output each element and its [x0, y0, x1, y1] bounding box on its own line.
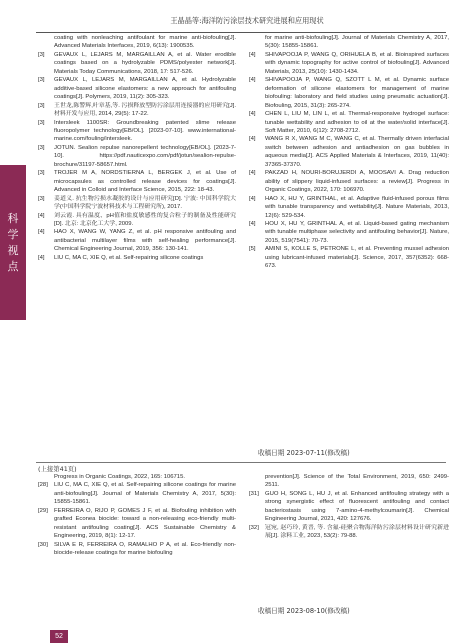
reference-text: 刘云霞. 具有温度、pH值和盐度敏感性的复合粒子的制备及性能研究[D]. 北京: 北京化工大学, 2009.: [54, 212, 236, 227]
reference-text: LIU C, MA C, XIE Q, et al. Self-repairing silicone coatings for marine anti-biofouling[J]. Journal of Materials Chemistry A, 2017, 5(30): 15855-15861.: [54, 482, 236, 506]
reference-entry: [38, 228, 236, 253]
reference-column-3: [38, 473, 236, 558]
continued-from-label: (上接第41页): [38, 465, 77, 473]
reference-entry: [38, 507, 236, 541]
reference-number: [3]: [38, 51, 45, 58]
reference-number: [4]: [249, 136, 256, 143]
reference-number: [3]: [38, 119, 45, 126]
reference-entry: [38, 34, 236, 51]
reference-text: CHEN L, LIU M, LIN L, et al. Thermal-responsive hydrogel surface: tunable wettability and adhesion to oil at the water/solid interface[J]. Soft Matter, 2010, 6(12): 2708-2712.: [265, 111, 449, 134]
reference-text: for marine anti-biofouling[J]. Journal of Materials Chemistry A, 2017, 5(30): 15855-15861.: [265, 35, 449, 50]
reference-text: Intersleek 1100SR: Groundbreaking patented slime release fluoropolymer technology[EB/OL]. [2023-07-10]. www.international-marine.com/fouling/intersleek.: [54, 119, 236, 143]
reference-entry: [249, 110, 449, 135]
reference-entry: [249, 51, 449, 76]
section-side-tab: [0, 165, 26, 320]
reference-entry: [38, 473, 236, 481]
side-label-char: 视: [7, 243, 19, 257]
reference-number: [4]: [38, 229, 45, 236]
reference-text: HAO X, HU Y, GRINTHAL, et al. Adaptive fluid-infused porous films with tunable transparency and wettability[J]. Nature Materials, 2013, 12(6): 529-534.: [265, 195, 449, 219]
reference-entry: [249, 220, 449, 245]
reference-entry: [249, 245, 449, 270]
reference-entry: [38, 541, 236, 558]
reference-number: [4]: [249, 77, 256, 84]
reference-text: GUO H, SONG L, HU J, et al. Enhanced antifouling strategy with a strong synergistic effect of fluorescent antifouling and contact bacteriostasis using 7-amino-4-methylcoumarin[J]. Chemical Engineering Journal, 2021, 420: 127676.: [265, 490, 449, 523]
reference-text: PAKZAD H, NOURI-BORUJERDI A, MOOSAVI A. Drag reduction ability of slippery liquid-infused surfaces: a review[J]. Progress in Organic Coatings, 2022, 170: 106970.: [265, 170, 449, 194]
reference-entry: [38, 144, 236, 169]
side-label-char: 点: [7, 259, 19, 273]
reference-number: [4]: [38, 254, 45, 261]
reference-number: [249, 473, 265, 490]
reference-number: [38, 473, 54, 481]
reference-text: Progress in Organic Coatings, 2022, 165: 106715.: [54, 474, 185, 480]
reference-text: FERREIRA O, RIJO P, GOMES J F, et al. Biofouling inhibition with grafted Econea biocide: toward a non-releasing eco-friendly multi-resistant antifouling coating[J]. ACS Sustainable Chemistry & Engineering, 2019, 8(1): 12-17.: [54, 507, 236, 540]
reference-text: SHIVAPOOJA P, WANG Q, SZOTT L M, et al. Dynamic surface deformation of silicone elastomers for management of marine biofouling: laboratory and field studies using pneumatic actuation[J]. Biofouling, 2015, 31(3): 265-274.: [265, 77, 449, 109]
received-date: 收稿日期 2023-08-10(修改稿): [258, 607, 350, 615]
reference-entry: [249, 490, 449, 524]
reference-number: [3]: [38, 195, 45, 202]
reference-column-1: [38, 34, 236, 262]
reference-text: WANG R X, WANG M C, WANG C, et al. Thermally driven interfacial switch between adhesion and antiadhesion on gas bubbles in aqueous media[J]. ACS Applied Materials & Interfaces, 2019, 11(40): 37365-37370.: [265, 136, 449, 168]
running-title: 王晶晶等:海洋防污涂层技术研究进展和应用现状: [170, 16, 324, 25]
reference-entry: [249, 524, 449, 541]
reference-entry: [38, 119, 236, 144]
reference-number: [29]: [38, 507, 48, 514]
reference-number: [38, 34, 54, 51]
reference-entry: [38, 76, 236, 101]
reference-number: [28]: [38, 482, 48, 489]
reference-text: HAO X, WANG W, YANG Z, et al. pH responsive antifouling and antibacterial multilayer films with self-healing performance[J]. Chemical Engineering Journal, 2019, 356: 130-141.: [54, 229, 236, 253]
reference-number: [249, 34, 265, 51]
side-label-char: 科: [7, 211, 19, 225]
reference-text: HOU X, HU Y, GRINTHAL A, et al. Liquid-based gating mechanism with tunable multiphase selectivity and antifouling behavior[J]. Nature, 2015, 519(7541): 70-73.: [265, 220, 449, 244]
reference-number: [5]: [249, 246, 256, 253]
reference-text: coating with nonleaching antifoulant for marine anti-biofouling[J]. Advanced Materials Interfaces, 2019, 6(13): 1900535.: [54, 35, 236, 50]
received-date: 收稿日期 2023-07-11(修改稿): [258, 449, 350, 457]
reference-number: [4]: [249, 195, 256, 202]
reference-entry: [249, 473, 449, 490]
reference-text: 姜道义. 抗生物污损水凝胶的设计与应用研究[D]. 宁波: 中国科学院大学(中国科学院宁波材料技术与工程研究所), 2017.: [54, 195, 236, 211]
reference-number: [30]: [38, 541, 48, 548]
reference-column-2: [249, 34, 449, 271]
reference-text: SILVA E R, FERREIRA O, RAMALHO P A, et al. Eco-friendly non-biocide-release coatings for marine biofouling: [54, 541, 236, 557]
reference-entry: [38, 51, 236, 76]
reference-number: [3]: [38, 77, 45, 84]
reference-number: [4]: [249, 220, 256, 227]
reference-column-4: [249, 473, 449, 541]
reference-entry: [38, 212, 236, 229]
reference-entry: [38, 102, 236, 119]
reference-number: [32]: [249, 524, 259, 531]
reference-number: [3]: [38, 102, 45, 109]
reference-entry: [249, 169, 449, 194]
side-label-char: 学: [7, 227, 19, 241]
reference-text: SHIVAPOOJA P, WANG Q, ORIHUELA B, et al. Bioinspired surfaces with dynamic topography for active control of biofouling[J]. Advanced Materials, 2013, 25(10): 1430-1434.: [265, 51, 449, 75]
reference-text: prevention[J]. Science of the Total Environment, 2019, 650: 2499-2511.: [265, 474, 449, 489]
header-rule: [36, 32, 446, 33]
reference-text: 王世龙,陈警辉,叶章基,等. 污损释放型防污涂层用连接器的应用研究[J]. 材料开发与应用, 2014, 29(5): 17-22.: [54, 102, 236, 118]
reference-number: [4]: [249, 51, 256, 58]
reference-text: AMINI S, KOLLE S, PETRONE L, et al. Preventing mussel adhesion using lubricant-infused materials[J]. Science, 2017, 357(6352): 668-673.: [265, 246, 449, 270]
reference-text: TROJER M A, NORDSTIERNA L, BERGEK J, et al. Use of microcapsules as controlled release devices for coatings[J]. Advanced in Colloid and Interface Science, 2015, 222: 18-43.: [54, 170, 236, 194]
reference-text: GEVAUX L, LEJARS M, MARGAILLAN A, et al. Hydrolyzable additive-based silicone elastomers: a new approach for antifouling coatings[J]. Polymers, 2019, 11(2): 305-323.: [54, 77, 236, 101]
page-number: 52: [50, 630, 68, 643]
reference-text: JOTUN. Sealion repulse nanorepellent technology[EB/OL]. [2023-7-10]. https://pdf.nauticexpo.com/pdf/jotun/sealion-repulse-brochure/31197-58657.html.: [54, 144, 236, 168]
reference-number: [4]: [38, 212, 45, 219]
section-side-label: [0, 165, 26, 320]
reference-text: 冠宛, 赵巧玲, 黄晋, 等. 含氟-硅聚合物海洋防污涂层材料设计研究新进展[J]. 涂料工业, 2023, 53(2): 79-88.: [265, 524, 449, 540]
reference-number: [4]: [249, 111, 256, 118]
reference-number: [3]: [38, 144, 45, 151]
reference-entry: [38, 169, 236, 194]
reference-text: LIU C, MA C, XIE Q, et al. Self-repairing silicone coatings: [54, 254, 204, 261]
reference-entry: [249, 135, 449, 169]
reference-entry: [249, 195, 449, 220]
section-divider: [36, 462, 446, 463]
reference-number: [31]: [249, 490, 259, 497]
reference-entry: [249, 76, 449, 110]
reference-number: [3]: [38, 170, 45, 177]
reference-number: [4]: [249, 170, 256, 177]
reference-entry: [249, 34, 449, 51]
reference-entry: [38, 481, 236, 506]
reference-entry: [38, 195, 236, 212]
reference-entry: [38, 254, 236, 262]
reference-text: GEVAUX L, LEJARS M, MARGAILLAN A, et al. Water erodible coatings based on a hydrolyzable PDMS/polyester network[J]. Materials Today Communications, 2018, 17: 517-526.: [54, 51, 236, 75]
